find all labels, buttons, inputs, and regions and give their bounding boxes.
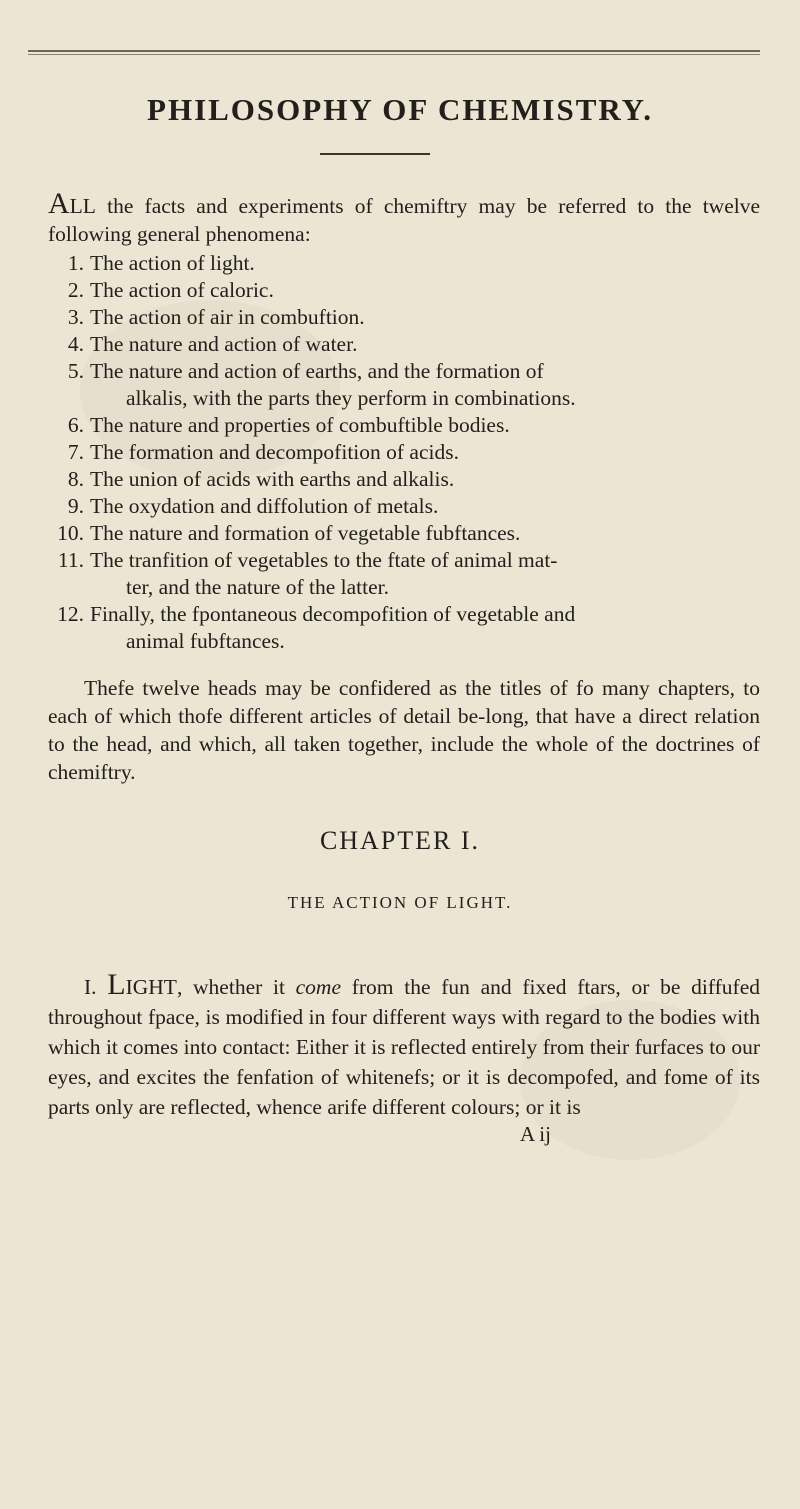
phenomenon-item <box>48 439 760 466</box>
phenomenon-text <box>90 250 760 277</box>
summary-paragraph: Thefe twelve heads may be confidered as the titles of fo many chapters, to each of which thofe different articles of detail be-long, that have a direct relation to the head, and which, all taken together, include the whole of the doctrines of chemiftry. <box>48 676 760 784</box>
phenomenon-text <box>90 601 760 655</box>
page-title: PHILOSOPHY OF CHEMISTRY. <box>147 92 653 127</box>
phenomenon-item <box>48 358 760 412</box>
phenomenon-item <box>48 547 760 601</box>
phenomenon-item <box>48 250 760 277</box>
phenomenon-item <box>48 304 760 331</box>
phenomenon-text <box>90 331 760 358</box>
section-heading: THE ACTION OF LIGHT. <box>287 893 513 912</box>
phenomenon-text <box>90 493 760 520</box>
body-lead: I. <box>84 975 108 999</box>
intro-paragraph <box>48 187 760 248</box>
body-paragraph <box>48 970 760 1122</box>
phenomenon-number: 2. <box>67 278 84 302</box>
body-dropcap: L <box>107 968 126 1001</box>
phenomenon-line: The oxydation and diffolution of metals. <box>90 494 439 518</box>
phenomenon-line: The nature and formation of vegetable fubftances. <box>90 521 521 545</box>
phenomenon-line: Finally, the fpontaneous decompofition of vegetable and <box>90 602 576 626</box>
header-rule-thin <box>28 54 760 55</box>
phenomenon-number: 4. <box>67 332 84 356</box>
body-italic: come <box>295 975 342 999</box>
phenomenon-item <box>48 412 760 439</box>
phenomenon-text <box>90 520 760 547</box>
phenomenon-item <box>48 466 760 493</box>
phenomenon-line: The nature and properties of combuftible bodies. <box>90 413 510 437</box>
phenomenon-number: 7. <box>67 440 84 464</box>
phenomenon-number: 3. <box>67 305 84 329</box>
phenomenon-number: 9. <box>67 494 84 518</box>
phenomenon-text <box>90 358 760 412</box>
phenomenon-number: 8. <box>67 467 84 491</box>
phenomenon-line: The formation and decompofition of acids. <box>90 440 459 464</box>
intro-dropcap: A <box>48 187 70 220</box>
phenomenon-line: The action of air in combuftion. <box>90 305 365 329</box>
phenomenon-number: 6. <box>67 413 84 437</box>
phenomenon-item <box>48 520 760 547</box>
body-smallcaps: IGHT <box>125 975 177 999</box>
signature-mark: A ij <box>520 1122 551 1146</box>
header-rule <box>28 50 760 52</box>
phenomenon-text <box>90 466 760 493</box>
phenomenon-text <box>90 412 760 439</box>
phenomenon-line: The action of light. <box>90 251 255 275</box>
phenomenon-number: 11. <box>57 548 84 572</box>
phenomenon-line: The nature and action of earths, and the formation of <box>90 359 544 383</box>
phenomenon-line: The tranfition of vegetables to the ftate of animal mat- <box>90 548 558 572</box>
phenomenon-text <box>90 439 760 466</box>
phenomenon-number: 5. <box>67 359 84 383</box>
phenomenon-item <box>48 493 760 520</box>
body-text-after: from the fun and fixed ftars, or be diffufed throughout fpace, is modified in four different ways with regard to the bodies with which it comes into contact: Either it is reflected entirely from their furfaces to our eyes, and excites the fenfation of whitenefs; or it is decompofed, and fome of its parts only are reflected, whence arife different colours; or it is <box>48 975 760 1119</box>
phenomenon-number: 1. <box>67 251 84 275</box>
phenomenon-text <box>90 277 760 304</box>
phenomenon-continuation: alkalis, with the parts they perform in combinations. <box>126 386 576 410</box>
phenomenon-line: The union of acids with earths and alkalis. <box>90 467 455 491</box>
chapter-heading: CHAPTER I. <box>319 826 481 855</box>
phenomenon-number: 10. <box>57 521 84 545</box>
phenomena-list <box>48 250 760 655</box>
phenomenon-continuation: ter, and the nature of the latter. <box>126 575 389 599</box>
phenomenon-line: The nature and action of water. <box>90 332 358 356</box>
phenomenon-number: 12. <box>57 602 84 626</box>
phenomenon-text <box>90 304 760 331</box>
phenomenon-item <box>48 277 760 304</box>
body-text-before: , whether it <box>176 975 296 999</box>
phenomenon-line: The action of caloric. <box>90 278 274 302</box>
phenomenon-item <box>48 331 760 358</box>
intro-smallcaps: LL <box>69 194 96 218</box>
phenomenon-text <box>90 547 760 601</box>
phenomenon-continuation: animal fubftances. <box>126 629 285 653</box>
phenomenon-item <box>48 601 760 655</box>
intro-text: the facts and experiments of chemiftry may be referred to the twelve following general phenomena: <box>48 194 760 246</box>
title-divider <box>320 153 430 155</box>
